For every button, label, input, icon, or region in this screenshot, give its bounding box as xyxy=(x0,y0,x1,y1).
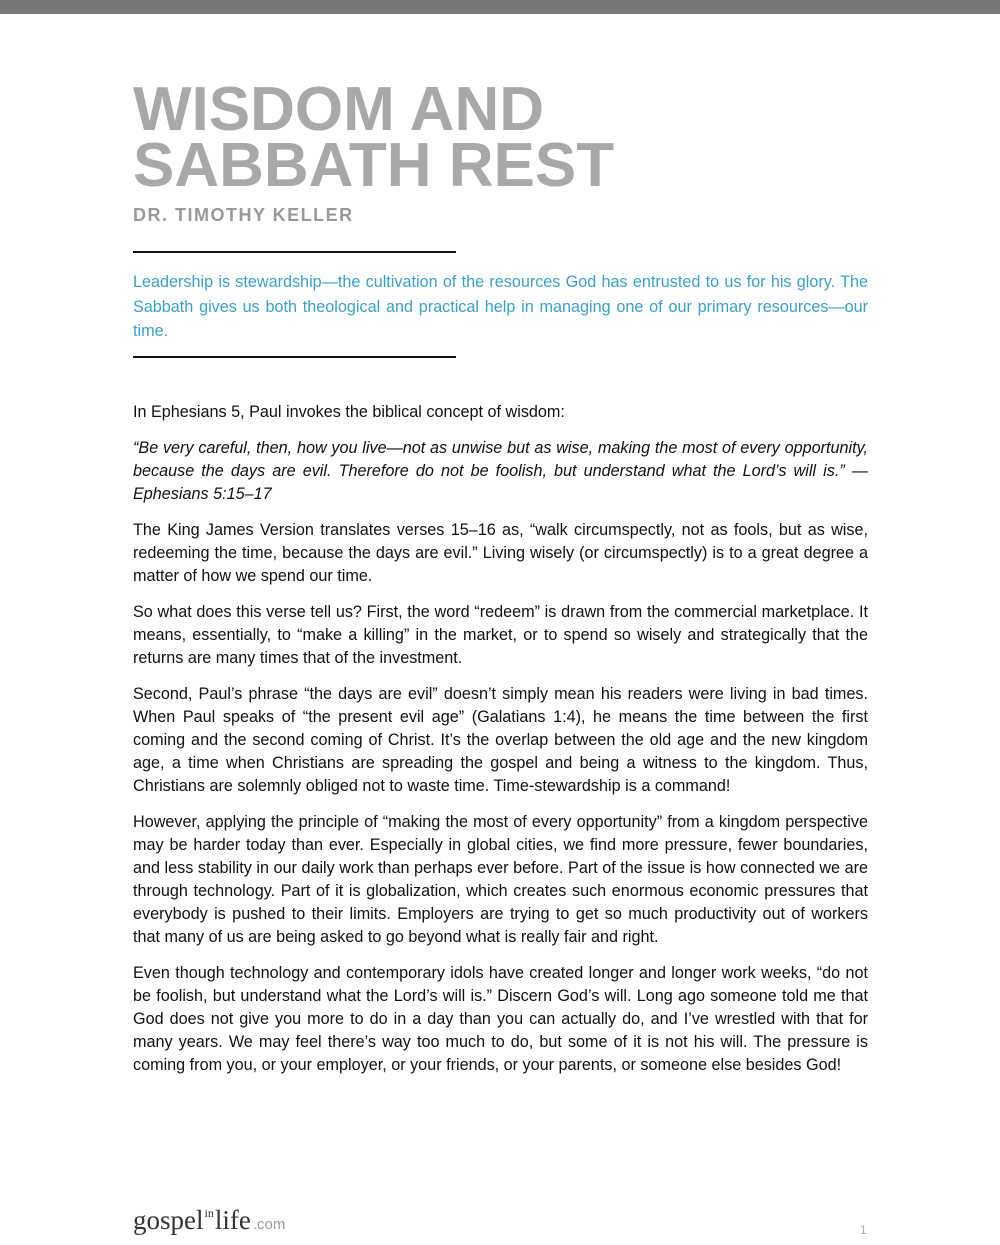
logo-gospel: gospel xyxy=(133,1205,204,1235)
article-body xyxy=(133,401,868,1090)
gospel-in-life-logo xyxy=(133,1205,285,1239)
paragraph-5: Second, Paul’s phrase “the days are evil” doesn’t simply mean his readers were living in bad times. When Paul speaks of “the present evil age” (Galatians 1:4), he means the time between the first coming and the second coming of Christ. It’s the overlap between the old age and the new kingdom age, a time when Christians are spreading the gospel and being a witness to the kingdom. Thus, Christians are solemnly obliged not to waste time. Time-stewardship is a command! xyxy=(133,685,868,795)
divider-top xyxy=(133,251,456,253)
scripture-quote: “Be very careful, then, how you live—not as unwise but as wise, making the most of every opportunity, because the days are evil. Therefore do not be foolish, but understand what the Lord’s will is.” —Ephesians 5:15–17 xyxy=(133,439,868,503)
document-title xyxy=(133,75,615,200)
logo-com: .com xyxy=(252,1216,286,1233)
title-line-2: SABBATH REST xyxy=(133,131,615,200)
paragraph-6: However, applying the principle of “making the most of every opportunity” from a kingdom perspective may be harder today than ever. Especially in global cities, we find more pressure, fewer boundaries, and less stability in our daily work than perhaps ever before. Part of the issue is how connected we are through technology. Part of it is globalization, which creates such enormous economic pressures that everybody is pushed to their limits. Employers are trying to get so much productivity out of workers that many of us are being asked to go beyond what is really fair and right. xyxy=(133,813,868,946)
logo-in: in xyxy=(204,1206,214,1220)
logo-life: life xyxy=(214,1205,251,1235)
page-number: 1 xyxy=(860,1223,867,1237)
paragraph-3: The King James Version translates verses 15–16 as, “walk circumspectly, not as fools, but as wise, redeeming the time, because the days are evil.” Living wisely (or circumspectly) is to a great degree a matter of how we spend our time. xyxy=(133,521,868,585)
top-bar xyxy=(0,0,1000,14)
divider-bottom xyxy=(133,356,456,358)
paragraph-7: Even though technology and contemporary idols have created longer and longer work weeks, “do not be foolish, but understand what the Lord’s will is.” Discern God’s will. Long ago someone told me that God does not give you more to do in a day than you can actually do, and I’ve wrestled with that for many years. We may feel there’s way too much to do, but some of it is not his will. The pressure is coming from you, or your employer, or your friends, or your parents, or someone else besides God! xyxy=(133,964,868,1074)
author-name: DR. TIMOTHY KELLER xyxy=(133,205,354,225)
title-line-1: WISDOM AND xyxy=(133,75,544,144)
intro-summary: Leadership is stewardship—the cultivation of the resources God has entrusted to us for his glory. The Sabbath gives us both theological and practical help in managing one of our primary resources—our time. xyxy=(133,273,868,340)
paragraph-1: In Ephesians 5, Paul invokes the biblical concept of wisdom: xyxy=(133,403,565,421)
paragraph-4: So what does this verse tell us? First, the word “redeem” is drawn from the commercial marketplace. It means, essentially, to “make a killing” in the market, or to spend so wisely and strategically that the returns are many times that of the investment. xyxy=(133,603,868,667)
